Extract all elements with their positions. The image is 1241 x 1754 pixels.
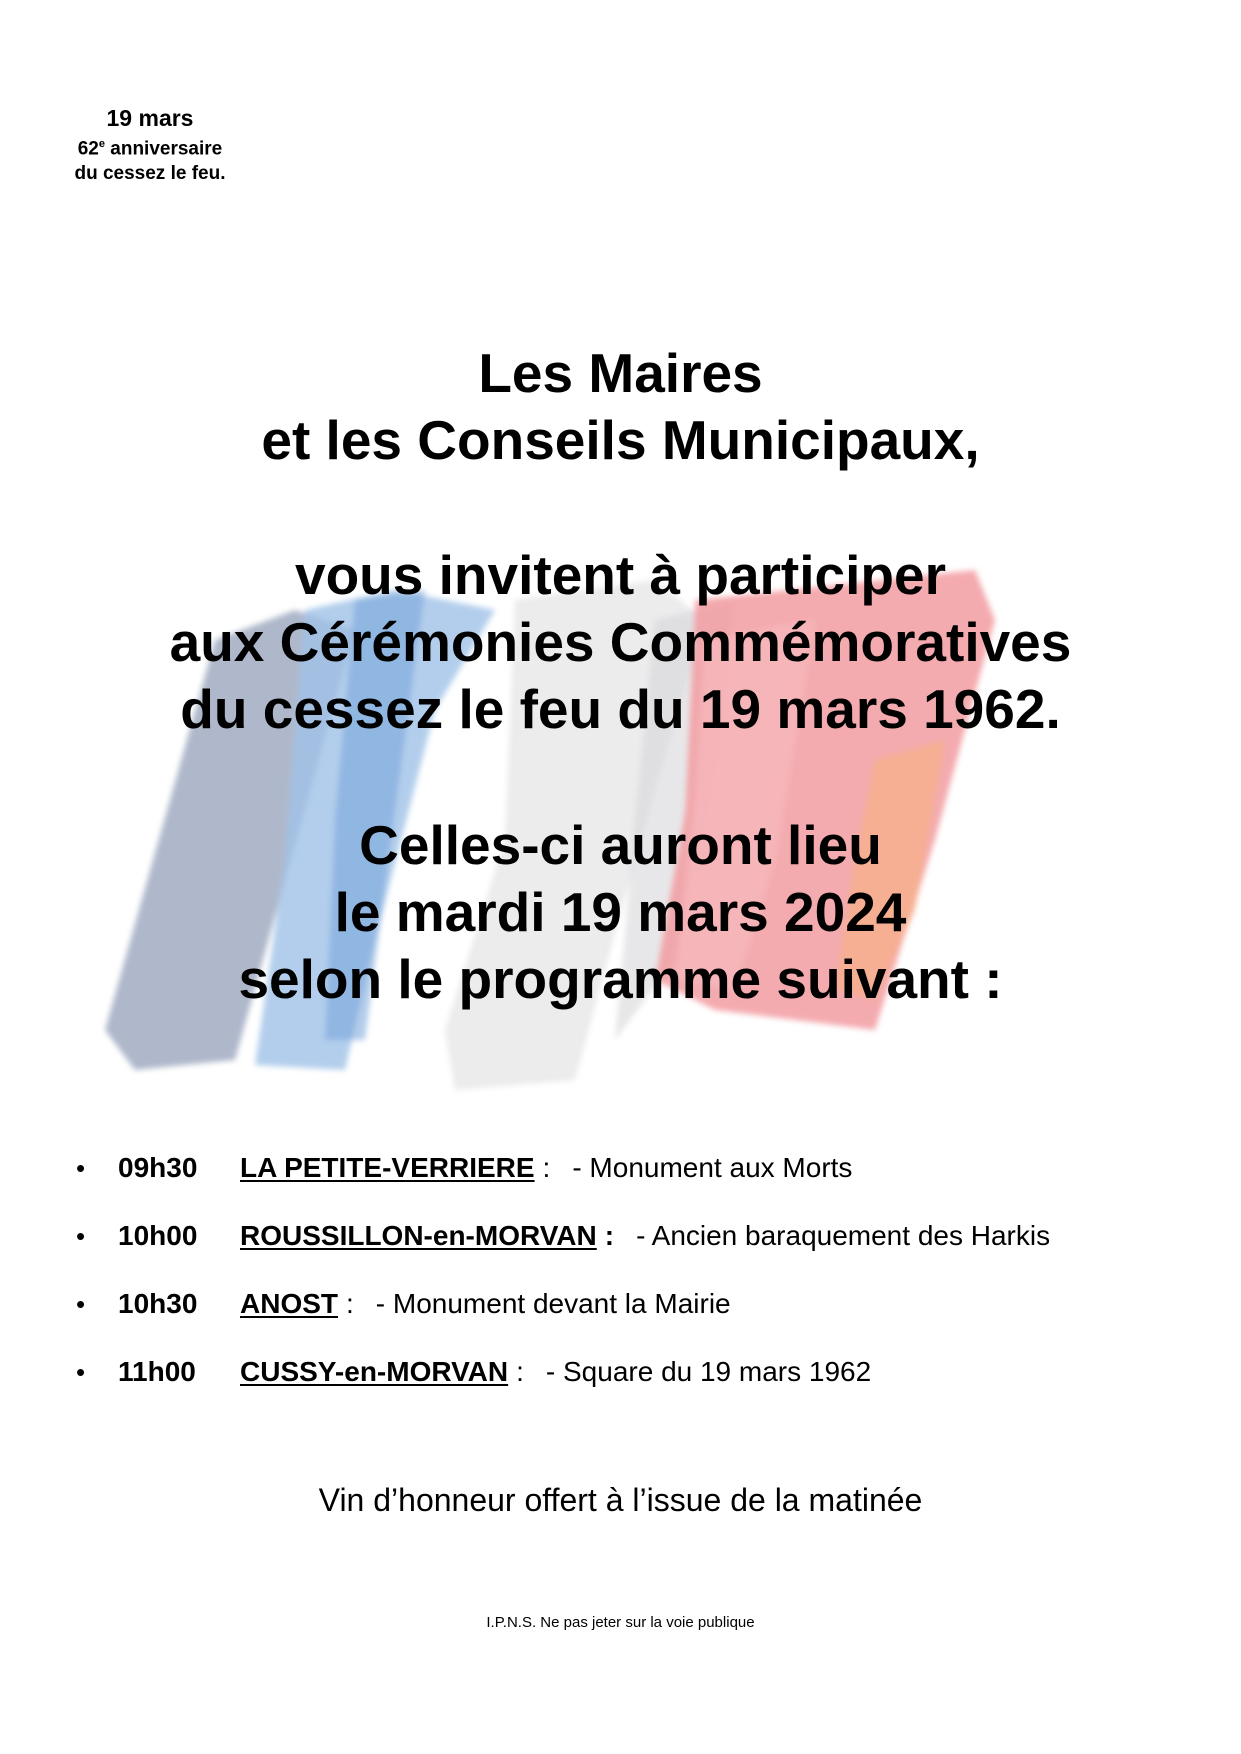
ceremony-location: - Ancien baraquement des Harkis xyxy=(636,1220,1051,1251)
reception-note: Vin d’honneur offert à l’issue de la matinée xyxy=(318,1482,923,1518)
ceremony-time: 11h00 xyxy=(118,1356,196,1387)
ceremony-time: 10h30 xyxy=(118,1288,198,1319)
anniversary-subject: du cessez le feu. xyxy=(74,163,226,185)
date-line: Celles-ci auront lieu xyxy=(359,814,882,876)
date-line: selon le programme suivant : xyxy=(238,948,1003,1010)
ceremony-place: CUSSY-en-MORVAN xyxy=(240,1356,509,1387)
separator: : xyxy=(604,1220,615,1251)
ceremony-time: 10h00 xyxy=(118,1220,198,1251)
list-item xyxy=(70,1150,1210,1218)
ceremony-entry xyxy=(240,1150,852,1186)
list-item xyxy=(70,1354,1210,1422)
separator: : xyxy=(346,1288,354,1319)
legal-footer: I.P.N.S. Ne pas jeter sur la voie publique xyxy=(486,1614,755,1631)
anniversary-number: 62 xyxy=(77,138,99,160)
ceremony-location: - Square du 19 mars 1962 xyxy=(545,1356,872,1387)
date-heading xyxy=(0,812,1241,1013)
hosts-line: et les Conseils Municipaux, xyxy=(261,409,980,471)
ceremony-program-list xyxy=(70,1150,1210,1422)
invitation-heading xyxy=(0,542,1241,743)
hosts-line: Les Maires xyxy=(478,342,763,404)
bullet: • xyxy=(76,1221,86,1251)
anniversary-note xyxy=(60,104,240,186)
separator: : xyxy=(516,1356,524,1387)
bullet: • xyxy=(76,1289,86,1319)
ceremony-entry xyxy=(240,1218,1050,1254)
ceremony-place: LA PETITE-VERRIERE xyxy=(240,1152,535,1183)
ceremony-place: ANOST xyxy=(240,1288,338,1319)
anniversary-date: 19 mars xyxy=(106,105,194,131)
ceremony-location: - Monument devant la Mairie xyxy=(375,1288,731,1319)
invitation-line: du cessez le feu du 19 mars 1962. xyxy=(180,678,1061,740)
ceremony-entry xyxy=(240,1286,731,1322)
bullet: • xyxy=(76,1357,86,1387)
invitation-line: vous invitent à participer xyxy=(294,544,946,606)
ceremony-place: ROUSSILLON-en-MORVAN xyxy=(240,1220,597,1251)
hosts-heading xyxy=(0,340,1241,474)
ceremony-location: - Monument aux Morts xyxy=(572,1152,853,1183)
separator: : xyxy=(542,1152,551,1183)
anniversary-word: anniversaire xyxy=(105,138,223,160)
ceremony-entry xyxy=(240,1354,871,1390)
list-item xyxy=(70,1286,1210,1354)
date-line: le mardi 19 mars 2024 xyxy=(334,881,907,943)
list-item xyxy=(70,1218,1210,1286)
bullet: • xyxy=(76,1153,86,1183)
anniversary-count xyxy=(60,132,240,161)
ceremony-time: 09h30 xyxy=(118,1152,198,1183)
anniversary-ordinal: e xyxy=(98,138,105,150)
invitation-line: aux Cérémonies Commémoratives xyxy=(169,611,1072,673)
